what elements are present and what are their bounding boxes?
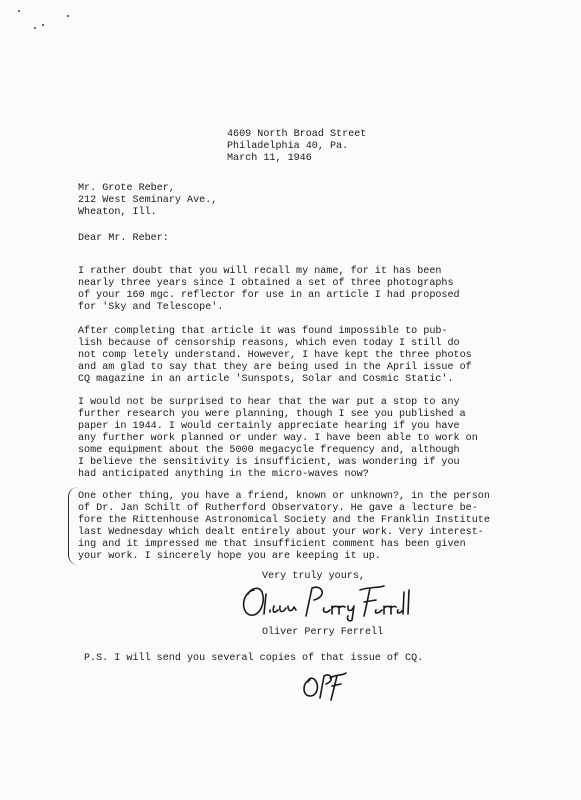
recipient-street: 212 West Seminary Ave., — [78, 195, 218, 206]
paragraph-line: for 'Sky and Telescope'. — [78, 302, 224, 313]
sender-street: 4609 North Broad Street — [227, 129, 367, 140]
paragraph-line: ing and it impressed me that insufficient comment has been given — [78, 539, 466, 550]
scan-speck — [67, 15, 69, 17]
paragraph-line: After completing that article it was found impossible to pub- — [78, 326, 448, 337]
paragraph-line: further research you were planning, though I see you published a — [78, 409, 466, 420]
sender-city: Philadelphia 40, Pa. — [227, 141, 349, 152]
paragraph-line: your work. I sincerely hope you are keeping it up. — [78, 551, 381, 562]
paragraph-line: some equipment about the 5000 megacycle frequency and, although — [78, 445, 460, 456]
paragraph-line: I rather doubt that you will recall my name, for it has been — [78, 266, 442, 277]
paragraph-line: lish because of censorship reasons, which even today I still do — [78, 338, 460, 349]
paragraph-line: not comp letely understand. However, I have kept the three photos — [78, 350, 472, 361]
salutation: Dear Mr. Reber: — [78, 233, 169, 244]
recipient-city: Wheaton, Ill. — [78, 207, 157, 218]
paragraph-line: any further work planned or under way. I have been able to work on — [78, 433, 478, 444]
paragraph-line: fore the Rittenhouse Astronomical Society and the Franklin Institute — [78, 515, 490, 526]
typed-signature-name: Oliver Perry Ferrell — [262, 627, 384, 638]
paragraph-line: nearly three years since I obtained a set of three photographs — [78, 278, 454, 289]
paragraph-line: of your 160 mgc. reflector for use in an article I had proposed — [78, 290, 460, 301]
scan-speck — [42, 24, 44, 26]
recipient-name: Mr. Grote Reber, — [78, 183, 175, 194]
handwritten-initials — [300, 668, 350, 702]
scan-speck — [18, 10, 20, 12]
postscript: P.S. I will send you several copies of that issue of CQ. — [84, 653, 424, 664]
paragraph-line: of Dr. Jan Schilt of Rutherford Observatory. He gave a lecture be- — [78, 503, 478, 514]
paragraph-line: One other thing, you have a friend, known or unknown?, in the person — [78, 491, 490, 502]
paragraph-line: had anticipated anything in the micro-waves now? — [78, 469, 369, 480]
paragraph-line: last Wednesday which dealt entirely about your work. Very interest- — [78, 527, 484, 538]
scan-speck — [34, 27, 36, 29]
paragraph-line: CQ magazine in an article 'Sunspots, Solar and Cosmic Static'. — [78, 374, 454, 385]
paragraph-line: I would not be surprised to hear that the war put a stop to any — [78, 397, 460, 408]
letter-date: March 11, 1946 — [227, 153, 312, 164]
handwritten-signature — [236, 582, 416, 622]
paragraph-line: I believe the sensitivity is insufficient, was wondering if you — [78, 457, 460, 468]
paragraph-line: paper in 1944. I would certainly appreciate hearing if you have — [78, 421, 460, 432]
paragraph-line: and am glad to say that they are being used in the April issue of — [78, 362, 472, 373]
closing: Very truly yours, — [262, 571, 365, 582]
